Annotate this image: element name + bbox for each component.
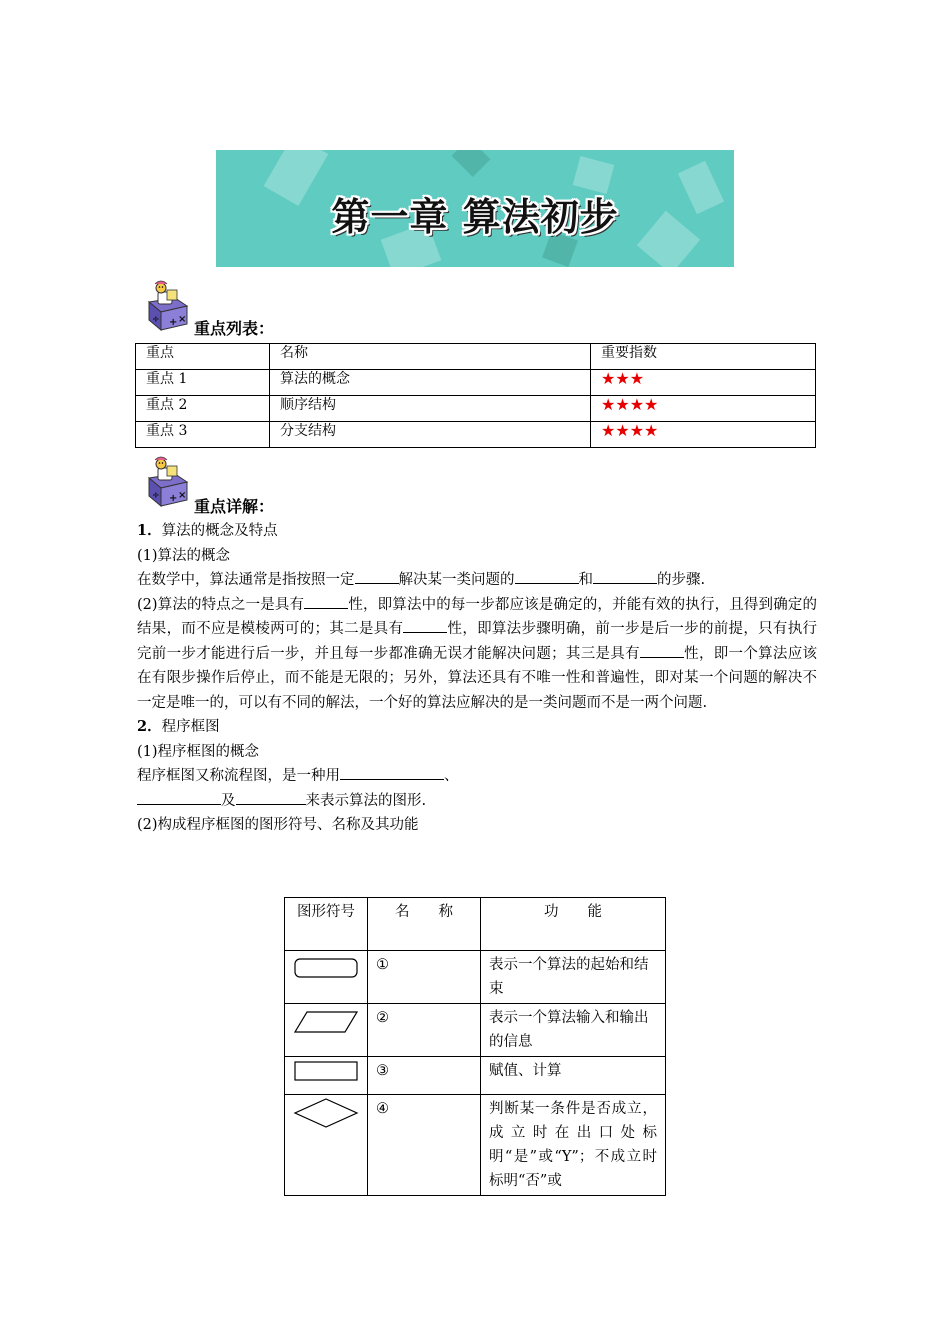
symbol-function: 判断某一条件是否成立，成立时在出口处标明“是”或“Y”；不成立时标明“否”或 <box>481 1095 666 1196</box>
text-run: (2)算法的特点之一是具有 <box>137 596 305 613</box>
text-run: 的步骤. <box>657 572 706 588</box>
item-number: 1． <box>137 522 162 539</box>
key-point-name: 分支结构 <box>270 422 591 448</box>
paragraph: (1)程序框图的概念 <box>137 743 260 760</box>
paragraph <box>137 715 817 740</box>
table-row <box>285 951 666 1004</box>
paragraph <box>137 789 817 814</box>
fill-blank <box>304 594 348 609</box>
table-header-cell: 名称 <box>270 344 591 370</box>
paragraph: (1)算法的概念 <box>137 547 231 564</box>
fill-blank <box>593 569 657 584</box>
fill-blank <box>236 790 306 805</box>
chapter-title: 第一章 算法初步 <box>331 195 619 239</box>
text-run: 性，即算法中的每一步都应该是确定的，并能有效的执行，且得到确定的结果，而不应是模棱两可的；其二是具有 <box>137 596 818 637</box>
fill-blank <box>515 569 579 584</box>
symbol-function: 赋值、计算 <box>481 1057 666 1095</box>
paragraph <box>137 519 817 544</box>
section-heading-key-points: 重点列表： <box>194 319 275 338</box>
decision-diamond-icon <box>293 1097 359 1129</box>
key-point-id: 重点 1 <box>136 370 270 396</box>
text-run: 解决某一类问题的 <box>398 572 515 588</box>
table-row <box>136 422 816 448</box>
symbol-name: ② <box>368 1004 481 1057</box>
process-rect-icon <box>293 1059 359 1083</box>
mascot-calculator-icon <box>145 456 191 508</box>
table-header-row <box>285 898 666 951</box>
key-point-id: 重点 2 <box>136 396 270 422</box>
symbol-cell <box>285 1057 368 1095</box>
text-run: 程序框图又称流程图，是一种用 <box>137 768 340 784</box>
text-run: 来表示算法的图形. <box>305 792 427 809</box>
fill-blank <box>403 618 447 633</box>
svg-text:+: + <box>169 493 178 504</box>
terminal-rounded-rect-icon <box>293 953 359 979</box>
importance-stars: ★★★★ <box>591 396 816 422</box>
details-content <box>137 519 817 838</box>
svg-text:÷: ÷ <box>152 315 160 325</box>
symbol-name: ③ <box>368 1057 481 1095</box>
table-row <box>285 1095 666 1196</box>
fill-blank <box>137 790 221 805</box>
symbol-function: 表示一个算法输入和输出的信息 <box>481 1004 666 1057</box>
key-point-id: 重点 3 <box>136 422 270 448</box>
key-point-name: 算法的概念 <box>270 370 591 396</box>
importance-stars: ★★★★ <box>591 422 816 448</box>
svg-text:×: × <box>178 314 187 325</box>
key-points-table <box>135 343 816 448</box>
symbol-cell <box>285 951 368 1004</box>
text-run: 和 <box>578 572 593 588</box>
text-run: 及 <box>221 792 236 809</box>
symbol-cell <box>285 1004 368 1057</box>
text-run: 、 <box>444 768 459 784</box>
table-header-cell: 功 能 <box>481 898 666 951</box>
fill-blank <box>355 569 399 584</box>
key-point-name: 顺序结构 <box>270 396 591 422</box>
table-header-cell: 重点 <box>136 344 270 370</box>
item-number: 2． <box>137 718 162 735</box>
table-header-cell: 重要指数 <box>591 344 816 370</box>
symbol-name: ④ <box>368 1095 481 1196</box>
table-header-cell: 图形符号 <box>285 898 368 951</box>
table-row <box>136 370 816 396</box>
symbol-cell <box>285 1095 368 1196</box>
table-row <box>285 1004 666 1057</box>
svg-text:×: × <box>178 490 187 501</box>
chapter-banner <box>216 150 734 267</box>
symbol-name: ① <box>368 951 481 1004</box>
table-row <box>136 396 816 422</box>
flowchart-symbols-table <box>284 897 666 1196</box>
section-heading-details: 重点详解： <box>194 497 275 516</box>
paragraph <box>137 764 817 789</box>
item-title: 算法的概念及特点 <box>161 523 278 539</box>
svg-text:÷: ÷ <box>152 491 160 501</box>
io-parallelogram-icon <box>293 1006 359 1036</box>
text-run: 性，即一个算法应该在有限步操作后停止，而不能是无限的；另外，算法还具有不唯一性和普遍性，即对某一个问题的解决不一定是唯一的，可以有不同的解法，一个好的算法应解决的是一类问题而不是一两个问题. <box>137 645 818 711</box>
table-header-row <box>136 344 816 370</box>
table-row <box>285 1057 666 1095</box>
paragraph: (2)构成程序框图的图形符号、名称及其功能 <box>137 817 419 833</box>
fill-blank <box>640 643 684 658</box>
paragraph <box>137 568 817 593</box>
symbol-function: 表示一个算法的起始和结束 <box>481 951 666 1004</box>
text-run: 在数学中，算法通常是指按照一定 <box>137 572 355 588</box>
paragraph <box>137 593 817 716</box>
svg-text:+: + <box>169 317 178 328</box>
table-header-cell: 名 称 <box>368 898 481 951</box>
importance-stars: ★★★ <box>591 370 816 396</box>
text-run: 性，即算法步骤明确，前一步是后一步的前提，只有执行完前一步才能进行后一步，并且每一步都准确无误才能解决问题；其三是具有 <box>137 621 817 662</box>
fill-blank <box>340 765 444 780</box>
item-title: 程序框图 <box>161 719 220 735</box>
mascot-calculator-icon <box>145 280 191 332</box>
